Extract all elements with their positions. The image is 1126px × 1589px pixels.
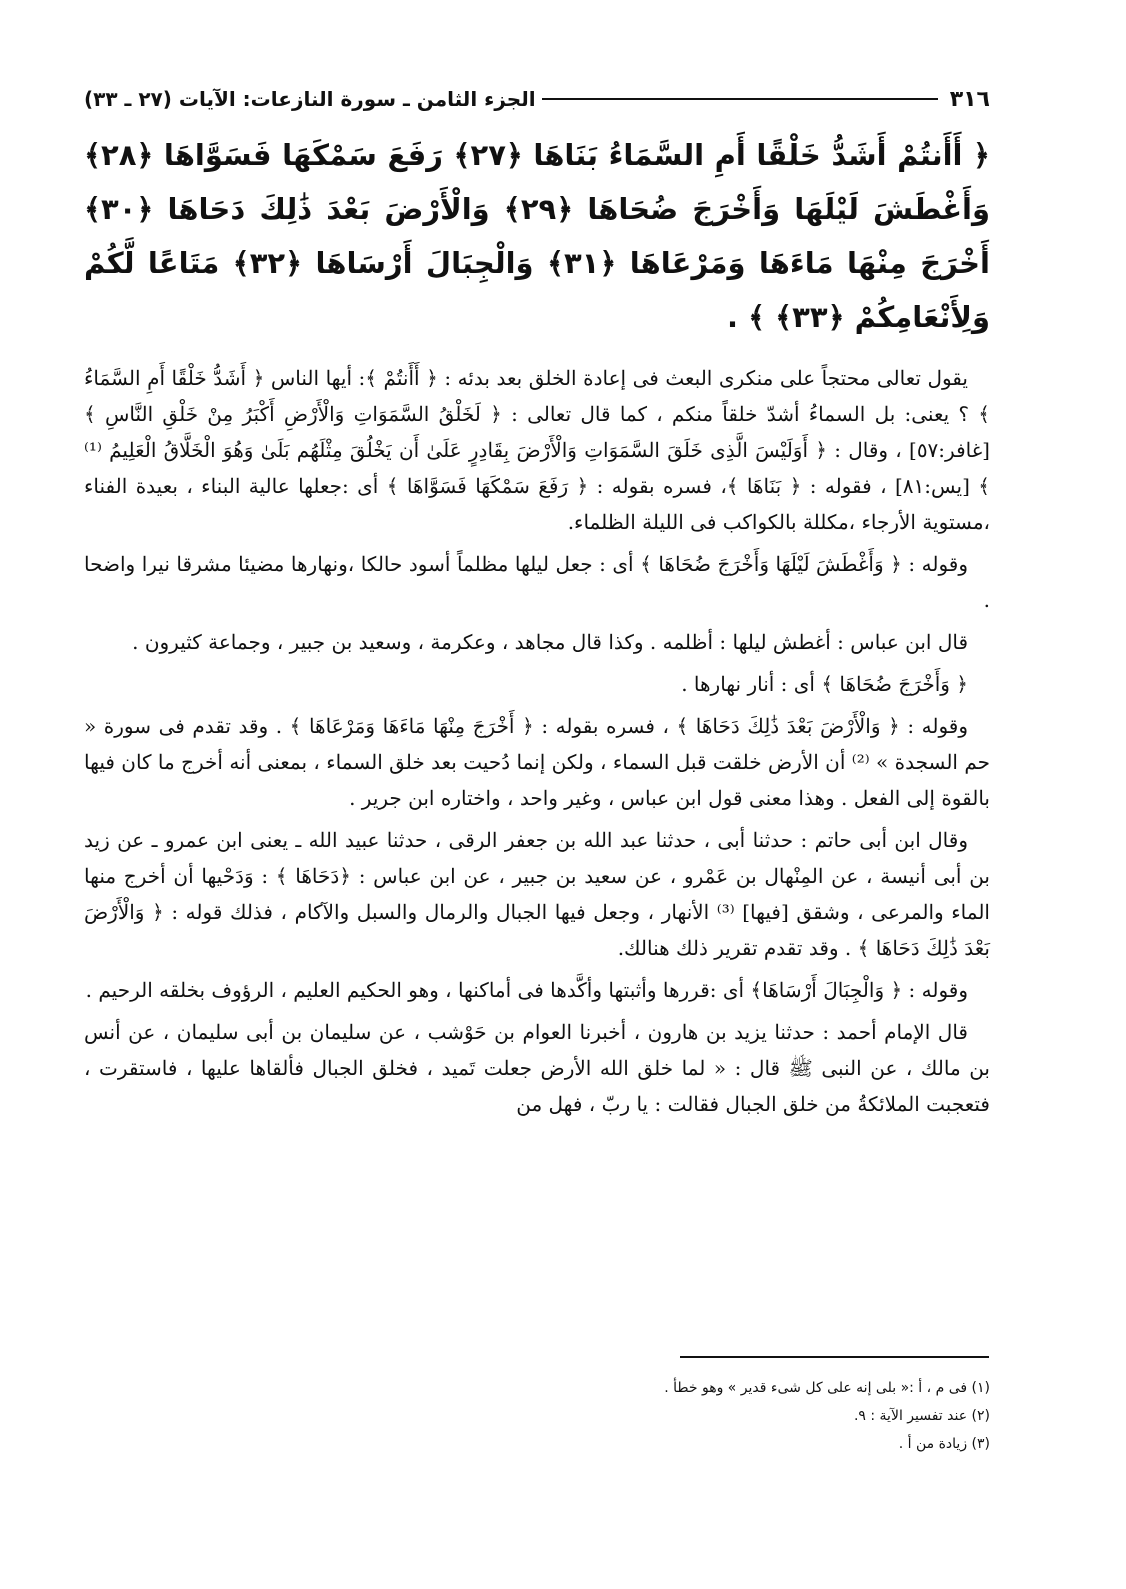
paragraph: وقوله : ﴿ وَالْأَرْضَ بَعْدَ ذَٰلِكَ دَحَاهَا ﴾ ، فسره بقوله : ﴿ أَخْرَجَ مِنْهَا مَاءَهَا وَمَرْعَاهَا ﴾ . وقد تقدم فى سورة « حم السجدة » ⁽²⁾ أن الأرض خلقت قبل السماء ، ولكن إنما دُحيت بعد خلق السماء ، بمعنى أنه أخرج ما كان فيها بالقوة إلى الفعل . وهذا معنى قول ابن عباس ، وغير واحد ، واختاره ابن جرير . <box>84 714 991 810</box>
paragraph: وقوله : ﴿ وَأَغْطَشَ لَيْلَهَا وَأَخْرَجَ ضُحَاهَا ﴾ أى : جعل ليلها مظلماً أسود حالكا ،ونهارها مضيئا مشرقا نيرا واضحا . <box>84 552 990 612</box>
page-number: ٣١٦ <box>949 86 990 112</box>
quran-verses: ﴿ أَأَنتُمْ أَشَدُّ خَلْقًا أَمِ السَّمَاءُ بَنَاهَا ﴿٢٧﴾ رَفَعَ سَمْكَهَا فَسَوَّاهَا ﴿٢٨﴾ وَأَغْطَشَ لَيْلَهَا وَأَخْرَجَ ضُحَاهَا ﴿٢٩﴾ وَالْأَرْضَ بَعْدَ ذَٰلِكَ دَحَاهَا ﴿٣٠﴾ أَخْرَجَ مِنْهَا مَاءَهَا وَمَرْعَاهَا ﴿٣١﴾ وَالْجِبَالَ أَرْسَاهَا ﴿٣٢﴾ مَتَاعًا لَّكُمْ وَلِأَنْعَامِكُمْ ﴿٣٣﴾ ﴾ . <box>84 138 990 334</box>
commentary <box>84 360 990 1122</box>
paragraph: قال ابن عباس : أغطش ليلها : أظلمه . وكذا قال مجاهد ، وعكرمة ، وسعيد بن جبير ، وجماعة كثيرون . <box>132 630 968 654</box>
book-page <box>84 78 990 1128</box>
paragraph: يقول تعالى محتجاً على منكرى البعث فى إعادة الخلق بعد بدئه : ﴿ أَأَنتُمْ ﴾: أيها الناس ﴿ أَشَدُّ خَلْقًا أَمِ السَّمَاءُ ﴾ ؟ يعنى: بل السماءُ أشدّ خلقاً منكم ، كما قال تعالى : ﴿ لَخَلْقُ السَّمَوَاتِ وَالْأَرْضِ أَكْبَرُ مِنْ خَلْقِ النَّاسِ ﴾ [غافر:٥٧] ، وقال : ﴿ أَوَلَيْسَ الَّذِى خَلَقَ السَّمَوَاتِ وَالْأَرْضَ بِقَادِرٍ عَلَىٰ أَن يَخْلُقَ مِثْلَهُم بَلَىٰ وَهُوَ الْخَلَّاقُ الْعَلِيمُ ⁽¹⁾ ﴾ [يس:٨١] ، فقوله : ﴿ بَنَاهَا ﴾، فسره بقوله : ﴿ رَفَعَ سَمْكَهَا فَسَوَّاهَا ﴾ أى :جعلها عالية البناء ، بعيدة الفناء ،مستوية الأرجاء ،مكللة بالكواكب فى الليلة الظلماء. <box>84 366 990 534</box>
footnotes <box>560 1374 990 1458</box>
footnote: (٣) زيادة من أ . <box>898 1436 990 1452</box>
paragraph: وقوله : ﴿ وَالْجِبَالَ أَرْسَاهَا﴾ أى :قررها وأثبتها وأكَّدها فى أماكنها ، وهو الحكيم العليم ، الرؤوف بخلقه الرحيم . <box>85 978 968 1002</box>
paragraph: وقال ابن أبى حاتم : حدثنا أبى ، حدثنا عبد الله بن جعفر الرقى ، حدثنا عبيد الله ـ يعنى ابن عمرو ـ عن زيد بن أبى أنيسة ، عن المِنْهال بن عَمْرو ، عن سعيد بن جبير ، عن ابن عباس : ﴿دَحَاهَا ﴾ : وَدَحْيها أن أخرج منها الماء والمرعى ، وشقق [فيها] ⁽³⁾ الأنهار ، وجعل فيها الجبال والرمال والسبل والآكام ، فذلك قوله : ﴿ وَالْأَرْضَ بَعْدَ ذَٰلِكَ دَحَاهَا ﴾ . وقد تقدم تقرير ذلك هنالك. <box>84 828 990 960</box>
footnote-separator <box>680 1356 989 1358</box>
paragraph: قال الإمام أحمد : حدثنا يزيد بن هارون ، أخبرنا العوام بن حَوْشب ، عن سليمان بن أبى سليمان ، عن أنس بن مالك ، عن النبى ﷺ قال : « لما خلق الله الأرض جعلت تَميد ، فخلق الجبال فألقاها عليها ، فاستقرت ، فتعجبت الملائكةُ من خلق الجبال فقالت : يا ربّ ، فهل من <box>84 1020 990 1116</box>
page-header <box>84 78 990 120</box>
paragraph: ﴿ وَأَخْرَجَ ضُحَاهَا ﴾ أى : أنار نهارها . <box>681 672 968 696</box>
footnote: (٢) عند تفسير الآية : ٩. <box>853 1408 990 1424</box>
running-title: الجزء الثامن ـ سورة النازعات: الآيات (٢٧ ـ ٣٣) <box>84 87 536 111</box>
footnote: (١) فى م ، أ :« بلى إنه على كل شىء قدير » وهو خطأ . <box>664 1380 990 1396</box>
header-rule <box>542 98 938 100</box>
